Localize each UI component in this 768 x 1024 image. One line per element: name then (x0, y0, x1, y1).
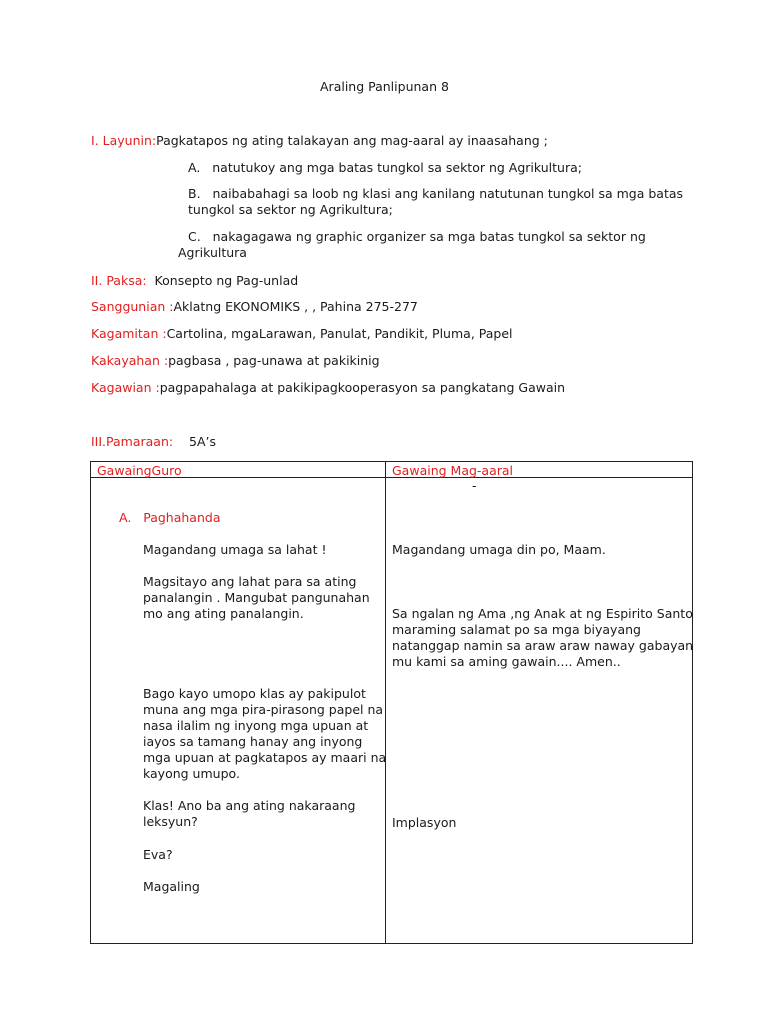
student-answer: Implasyon (392, 815, 457, 830)
objective-c-line2: Agrikultura (178, 245, 247, 260)
subject-label: II. Paksa: (91, 273, 147, 288)
dash-mark: - (472, 478, 477, 493)
teacher-greeting: Magandang umaga sa lahat ! (143, 542, 327, 557)
materials-value: Cartolina, mgaLarawan, Panulat, Pandikit, Pluma, Papel (166, 326, 513, 341)
table-header-row (91, 462, 693, 478)
values-line (91, 380, 565, 396)
objectives-line (91, 133, 548, 149)
teacher-prayer-line: Magsitayo ang lahat para sa ating (143, 574, 357, 589)
student-prayer-line: natanggap namin sa araw araw naway gabayan (392, 638, 694, 653)
teacher-question-line: Klas! Ano ba ang ating nakaraang (143, 798, 356, 813)
values-label: Kagawian : (91, 380, 160, 395)
teacher-prayer-line: mo ang ating panalangin. (143, 606, 304, 621)
section-title: Paghahanda (143, 510, 221, 525)
objective-b-line1: naibabahagi sa loob ng klasi ang kanilang natutunan tungkol sa mga batas (212, 186, 684, 201)
objective-a-text: natutukoy ang mga batas tungkol sa sektor ng Agrikultura; (212, 160, 582, 175)
teacher-cleanup-line: nasa ilalim ng inyong mga upuan at (143, 718, 369, 733)
teacher-cleanup-line: iayos sa tamang hanay ang inyong (143, 734, 363, 749)
header-student-cell (386, 462, 693, 478)
activity-table (90, 461, 693, 944)
objective-c-marker: C. (188, 229, 201, 244)
header-teacher-cell (91, 462, 386, 478)
objective-b-line2: tungkol sa sektor ng Agrikultura; (188, 202, 393, 217)
skills-label: Kakayahan : (91, 353, 169, 368)
header-teacher: GawaingGuro (97, 463, 182, 478)
student-prayer-line: Sa ngalan ng Ama ,ng Anak at ng Espirito Santo (392, 606, 693, 621)
student-prayer (392, 606, 693, 670)
procedure-value: 5A’s (189, 434, 217, 449)
page-title: Araling Panlipunan 8 (320, 79, 449, 94)
subject-value: Konsepto ng Pag-unlad (154, 273, 299, 288)
student-prayer-line: maraming salamat po sa mga biyayang (392, 622, 641, 637)
header-student: Gawaing Mag-aaral (392, 463, 514, 478)
subject-line (91, 273, 298, 289)
objective-c (178, 229, 646, 261)
teacher-cleanup-line: kayong umupo. (143, 766, 240, 781)
objectives-label: I. Layunin: (91, 133, 157, 148)
teacher-praise: Magaling (143, 879, 200, 894)
values-value: pagpapahalaga at pakikipagkooperasyon sa pangkatang Gawain (159, 380, 566, 395)
procedure-line (91, 434, 216, 450)
reference-line (91, 299, 418, 315)
table-row (91, 478, 693, 944)
teacher-cleanup (143, 686, 386, 782)
skills-value: pagbasa , pag-unawa at pakikinig (168, 353, 380, 368)
objective-a (188, 160, 582, 176)
materials-line (91, 326, 513, 342)
student-prayer-line: mu kami sa aming gawain.... Amen.. (392, 654, 621, 669)
student-cell (386, 478, 693, 944)
teacher-cleanup-line: muna ang mga pira-pirasong papel na (143, 702, 384, 717)
teacher-prayer (143, 574, 370, 622)
section-marker: A. (119, 510, 132, 525)
objectives-intro: Pagkatapos ng ating talakayan ang mag-aaral ay inaasahang ; (156, 133, 548, 148)
teacher-cleanup-line: Bago kayo umopo klas ay pakipulot (143, 686, 366, 701)
teacher-cell (91, 478, 386, 944)
teacher-prayer-line: panalangin . Mangubat pangunahan (143, 590, 370, 605)
objective-b (188, 186, 683, 218)
teacher-cleanup-line: mga upuan at pagkatapos ay maari na (143, 750, 387, 765)
reference-label: Sanggunian : (91, 299, 174, 314)
objective-b-marker: B. (188, 186, 201, 201)
materials-label: Kagamitan : (91, 326, 167, 341)
teacher-question (143, 798, 355, 830)
procedure-label: III.Pamaraan: (91, 434, 174, 449)
section-heading (119, 510, 221, 526)
objective-a-marker: A. (188, 160, 201, 175)
teacher-call: Eva? (143, 847, 173, 862)
reference-value: Aklatng EKONOMIKS , , Pahina 275-277 (173, 299, 418, 314)
student-greeting: Magandang umaga din po, Maam. (392, 542, 606, 557)
teacher-question-line: leksyun? (143, 814, 198, 829)
objective-c-line1: nakagagawa ng graphic organizer sa mga batas tungkol sa sektor ng (212, 229, 646, 244)
skills-line (91, 353, 380, 369)
